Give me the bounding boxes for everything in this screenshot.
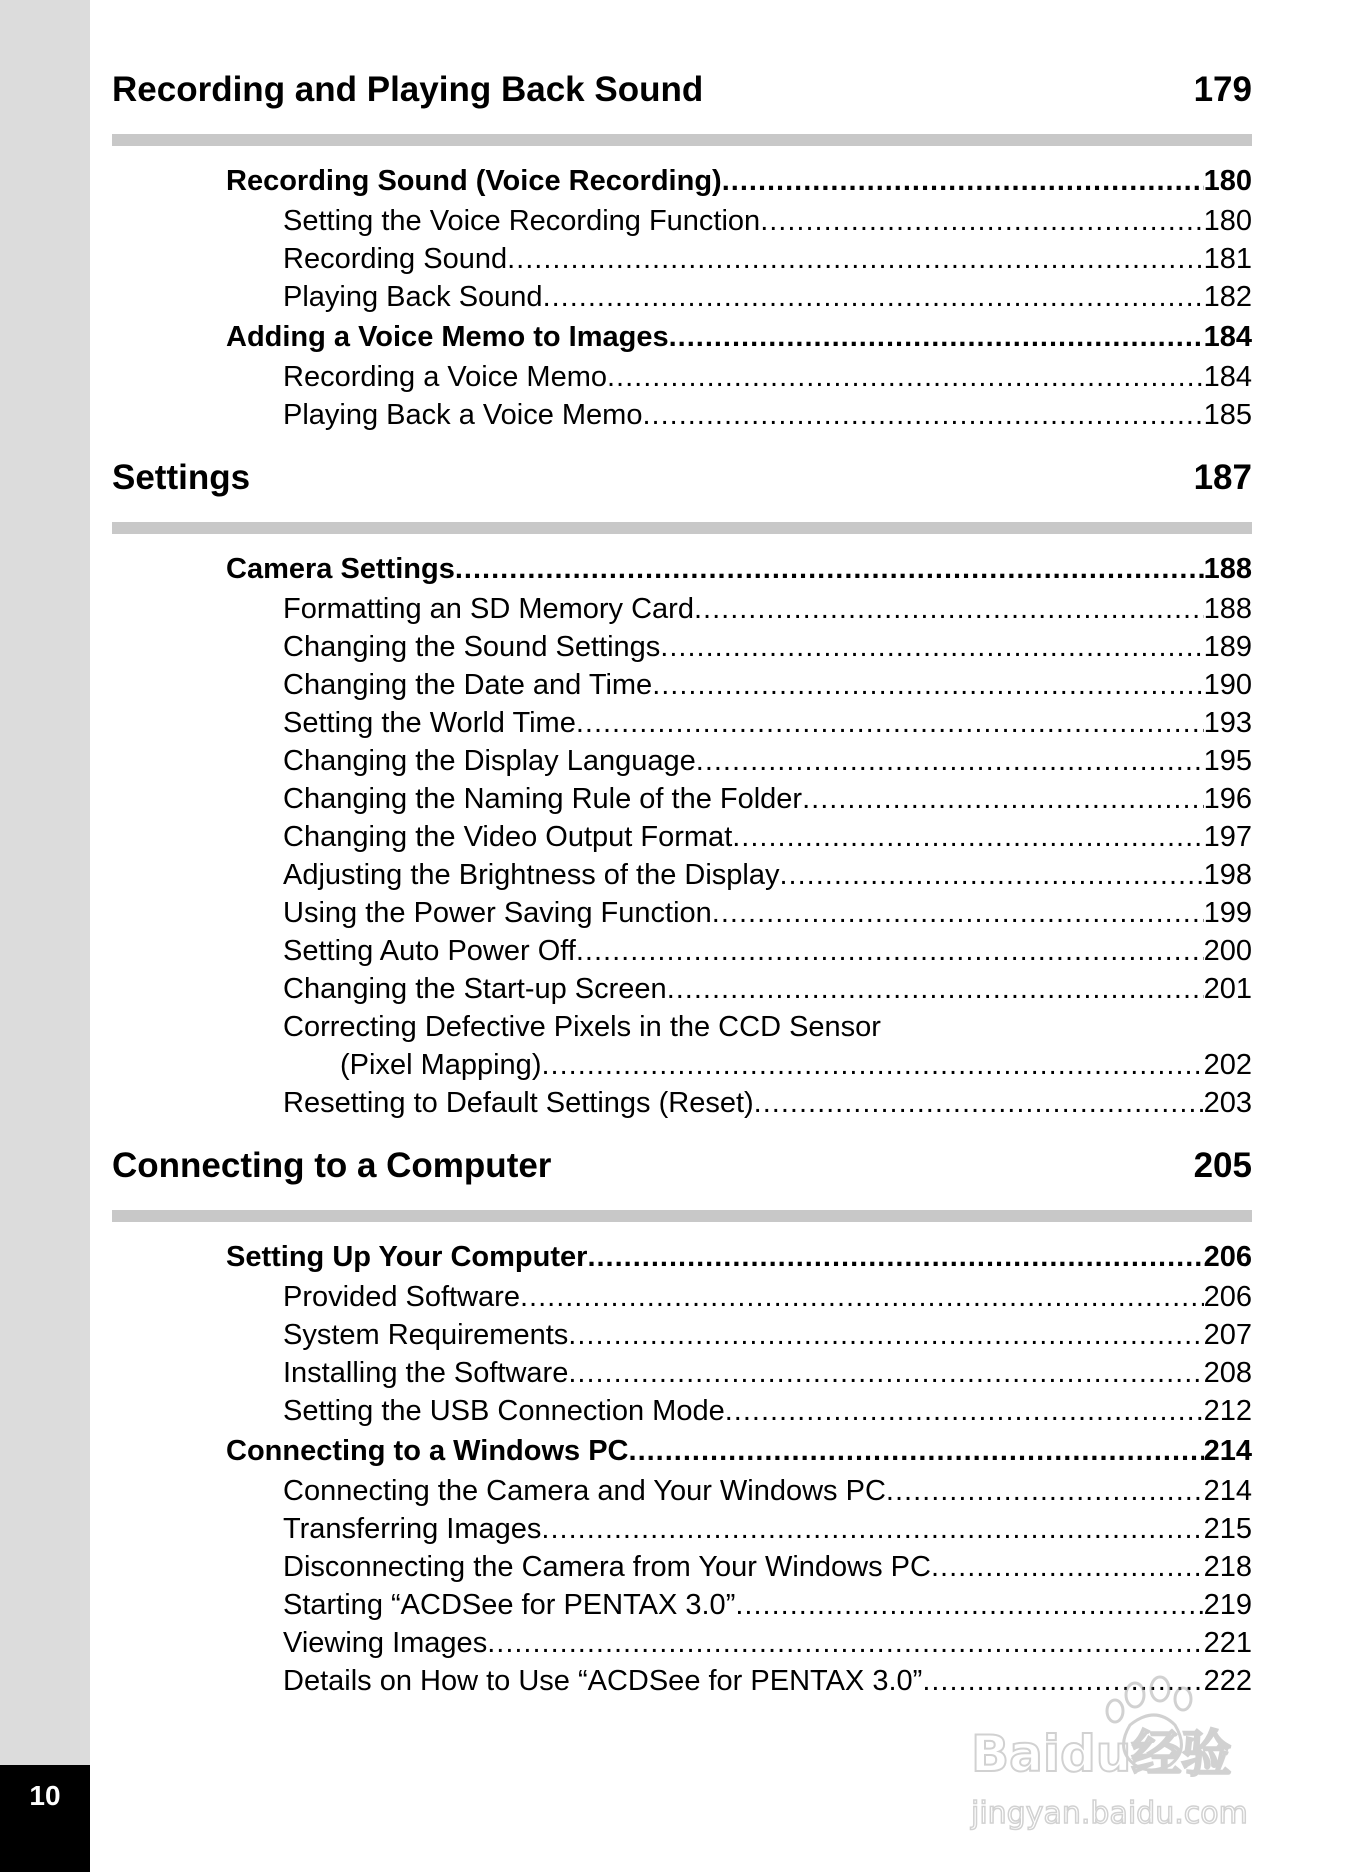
toc-entry-main[interactable] bbox=[112, 548, 1252, 590]
entry-page: 206 bbox=[1203, 1241, 1252, 1273]
section-title: Settings bbox=[112, 458, 251, 497]
entry-page: 198 bbox=[1203, 859, 1252, 891]
toc-entry-sub[interactable] bbox=[112, 742, 1252, 780]
entry-page: 219 bbox=[1203, 1589, 1252, 1621]
entry-page: 212 bbox=[1203, 1395, 1252, 1427]
toc-entry-sub[interactable] bbox=[112, 1008, 1252, 1046]
dot-leader bbox=[543, 278, 1204, 316]
dot-leader bbox=[696, 742, 1204, 780]
toc-entry-sub[interactable] bbox=[112, 202, 1252, 240]
dot-leader bbox=[735, 1586, 1203, 1624]
entry-page: 218 bbox=[1203, 1551, 1252, 1583]
dot-leader bbox=[607, 358, 1204, 396]
watermark-url: jingyan.baidu.com bbox=[971, 1796, 1248, 1831]
entry-page: 214 bbox=[1203, 1475, 1252, 1507]
entry-page: 195 bbox=[1203, 745, 1252, 777]
section-divider bbox=[112, 522, 1252, 534]
entry-title: Disconnecting the Camera from Your Windows PC bbox=[283, 1551, 931, 1583]
dot-leader bbox=[541, 1046, 1203, 1084]
entry-title: Recording Sound (Voice Recording) bbox=[226, 165, 722, 197]
toc-entry-sub[interactable] bbox=[112, 932, 1252, 970]
dot-leader bbox=[802, 780, 1204, 818]
entry-page: 190 bbox=[1203, 669, 1252, 701]
toc-entry-sub[interactable] bbox=[112, 780, 1252, 818]
entry-page: 184 bbox=[1203, 321, 1252, 353]
dot-leader bbox=[487, 1624, 1203, 1662]
entry-page: 221 bbox=[1203, 1627, 1252, 1659]
dot-leader bbox=[667, 970, 1204, 1008]
entry-title: Setting the Voice Recording Function bbox=[283, 205, 761, 237]
dot-leader bbox=[568, 1354, 1203, 1392]
entry-title: Camera Settings bbox=[226, 553, 455, 585]
toc-entry-sub[interactable] bbox=[112, 856, 1252, 894]
entry-title: Adjusting the Brightness of the Display bbox=[283, 859, 780, 891]
dot-leader bbox=[576, 704, 1204, 742]
entry-page: 196 bbox=[1203, 783, 1252, 815]
entry-title: Using the Power Saving Function bbox=[283, 897, 712, 929]
entry-page: 180 bbox=[1203, 165, 1252, 197]
entry-page: 222 bbox=[1203, 1665, 1252, 1697]
entry-page: 215 bbox=[1203, 1513, 1252, 1545]
toc-entry-sub[interactable] bbox=[112, 1316, 1252, 1354]
dot-leader bbox=[931, 1548, 1204, 1586]
entry-title: Changing the Start-up Screen bbox=[283, 973, 667, 1005]
dot-leader bbox=[725, 1392, 1204, 1430]
entry-page: 188 bbox=[1203, 593, 1252, 625]
entry-page: 197 bbox=[1203, 821, 1252, 853]
entry-title: Playing Back a Voice Memo bbox=[283, 399, 643, 431]
toc-entry-sub[interactable] bbox=[112, 628, 1252, 666]
dot-leader bbox=[507, 240, 1204, 278]
entry-title: Recording Sound bbox=[283, 243, 508, 275]
entry-title: Setting the World Time bbox=[283, 707, 576, 739]
entry-page: 214 bbox=[1203, 1435, 1252, 1467]
entry-title: Resetting to Default Settings (Reset) bbox=[283, 1087, 754, 1119]
dot-leader bbox=[722, 160, 1204, 202]
dot-leader bbox=[886, 1472, 1204, 1510]
toc-entry-sub[interactable] bbox=[112, 278, 1252, 316]
toc-entry-main[interactable] bbox=[112, 160, 1252, 202]
toc-entry-sub[interactable] bbox=[112, 704, 1252, 742]
section-heading[interactable] bbox=[112, 456, 1252, 500]
entry-title: Starting “ACDSee for PENTAX 3.0” bbox=[283, 1589, 736, 1621]
toc-entry-sub[interactable] bbox=[112, 240, 1252, 278]
dot-leader bbox=[652, 666, 1203, 704]
toc-entry-sub[interactable] bbox=[112, 1586, 1252, 1624]
entry-page: 185 bbox=[1203, 399, 1252, 431]
entry-title: Connecting the Camera and Your Windows PC bbox=[283, 1475, 886, 1507]
dot-leader bbox=[568, 1316, 1203, 1354]
dot-leader bbox=[520, 1278, 1204, 1316]
entry-page: 207 bbox=[1203, 1319, 1252, 1351]
entry-title: Formatting an SD Memory Card bbox=[283, 593, 694, 625]
entry-title: Transferring Images bbox=[283, 1513, 542, 1545]
toc-entry-sub[interactable] bbox=[112, 1624, 1252, 1662]
toc-entry-sub[interactable] bbox=[112, 1046, 1252, 1084]
dot-leader bbox=[587, 1236, 1203, 1278]
entry-page: 202 bbox=[1203, 1049, 1252, 1081]
entry-page: 199 bbox=[1203, 897, 1252, 929]
section-gap bbox=[112, 1122, 1252, 1144]
entry-title: Changing the Video Output Format bbox=[283, 821, 733, 853]
entry-page: 189 bbox=[1203, 631, 1252, 663]
entry-title: Connecting to a Windows PC bbox=[226, 1435, 629, 1467]
entry-title: Adding a Voice Memo to Images bbox=[226, 321, 669, 353]
entry-page: 193 bbox=[1203, 707, 1252, 739]
entry-page: 184 bbox=[1203, 361, 1252, 393]
dot-leader bbox=[669, 316, 1204, 358]
dot-leader bbox=[541, 1510, 1203, 1548]
dot-leader bbox=[754, 1084, 1204, 1122]
dot-leader bbox=[694, 590, 1204, 628]
entry-title: Setting Up Your Computer bbox=[226, 1241, 588, 1273]
table-of-contents bbox=[112, 68, 1252, 1700]
dot-leader bbox=[660, 628, 1203, 666]
entry-title: Changing the Date and Time bbox=[283, 669, 653, 701]
toc-entry-main[interactable] bbox=[112, 1236, 1252, 1278]
baidu-watermark bbox=[965, 1675, 1295, 1835]
toc-entry-sub[interactable] bbox=[112, 970, 1252, 1008]
toc-entry-sub[interactable] bbox=[112, 1472, 1252, 1510]
entry-title: Setting the USB Connection Mode bbox=[283, 1395, 725, 1427]
dot-leader bbox=[760, 202, 1203, 240]
toc-section bbox=[112, 1144, 1252, 1700]
toc-entry-sub[interactable] bbox=[112, 1510, 1252, 1548]
toc-entry-sub[interactable] bbox=[112, 1392, 1252, 1430]
entry-title: Recording a Voice Memo bbox=[283, 361, 607, 393]
toc-entry-sub[interactable] bbox=[112, 396, 1252, 434]
entry-title: System Requirements bbox=[283, 1319, 569, 1351]
entry-title: Details on How to Use “ACDSee for PENTAX 3.0” bbox=[283, 1665, 923, 1697]
toc-entry-main[interactable] bbox=[112, 1430, 1252, 1472]
toc-entry-sub[interactable] bbox=[112, 1084, 1252, 1122]
section-divider bbox=[112, 134, 1252, 146]
dot-leader bbox=[576, 932, 1204, 970]
entry-page: 181 bbox=[1203, 243, 1252, 275]
section-title: Recording and Playing Back Sound bbox=[112, 70, 704, 109]
dot-leader bbox=[642, 396, 1203, 434]
section-gap bbox=[112, 434, 1252, 456]
entry-title: Provided Software bbox=[283, 1281, 520, 1313]
toc-entry-sub[interactable] bbox=[112, 1354, 1252, 1392]
entry-title: Changing the Sound Settings bbox=[283, 631, 661, 663]
entry-page: 182 bbox=[1203, 281, 1252, 313]
section-heading[interactable] bbox=[112, 68, 1252, 112]
entry-page: 208 bbox=[1203, 1357, 1252, 1389]
section-page: 205 bbox=[1193, 1146, 1252, 1185]
section-page: 187 bbox=[1193, 458, 1252, 497]
sidebar-strip bbox=[0, 0, 90, 1872]
entry-title: Playing Back Sound bbox=[283, 281, 543, 313]
dot-leader bbox=[629, 1430, 1204, 1472]
toc-entry-main[interactable] bbox=[112, 316, 1252, 358]
toc-entry-sub[interactable] bbox=[112, 1548, 1252, 1586]
toc-entry-sub[interactable] bbox=[112, 818, 1252, 856]
dot-leader bbox=[455, 548, 1204, 590]
entry-title: (Pixel Mapping) bbox=[340, 1049, 542, 1081]
section-divider bbox=[112, 1210, 1252, 1222]
entry-title: Installing the Software bbox=[283, 1357, 569, 1389]
page-number: 10 bbox=[29, 1780, 61, 1811]
entry-page: 180 bbox=[1203, 205, 1252, 237]
entry-page: 201 bbox=[1203, 973, 1252, 1005]
entry-title: Setting Auto Power Off bbox=[283, 935, 576, 967]
section-title: Connecting to a Computer bbox=[112, 1146, 552, 1185]
entry-title: Viewing Images bbox=[283, 1627, 488, 1659]
toc-section bbox=[112, 456, 1252, 1144]
watermark-brand: Baidu经验 bbox=[971, 1725, 1232, 1783]
toc-entry-sub[interactable] bbox=[112, 358, 1252, 396]
entry-title: Changing the Naming Rule of the Folder bbox=[283, 783, 803, 815]
entry-title: Changing the Display Language bbox=[283, 745, 696, 777]
toc-entry-sub[interactable] bbox=[112, 666, 1252, 704]
dot-leader bbox=[780, 856, 1204, 894]
toc-entry-sub[interactable] bbox=[112, 590, 1252, 628]
dot-leader bbox=[732, 818, 1203, 856]
entry-title: Correcting Defective Pixels in the CCD Sensor bbox=[283, 1011, 881, 1043]
section-page: 179 bbox=[1193, 70, 1252, 109]
entry-page: 188 bbox=[1203, 553, 1252, 585]
entry-page: 203 bbox=[1203, 1087, 1252, 1119]
entry-page: 200 bbox=[1203, 935, 1252, 967]
toc-entry-sub[interactable] bbox=[112, 894, 1252, 932]
dot-leader bbox=[712, 894, 1204, 932]
section-heading[interactable] bbox=[112, 1144, 1252, 1188]
entry-page: 206 bbox=[1203, 1281, 1252, 1313]
toc-section bbox=[112, 68, 1252, 456]
toc-entry-sub[interactable] bbox=[112, 1278, 1252, 1316]
